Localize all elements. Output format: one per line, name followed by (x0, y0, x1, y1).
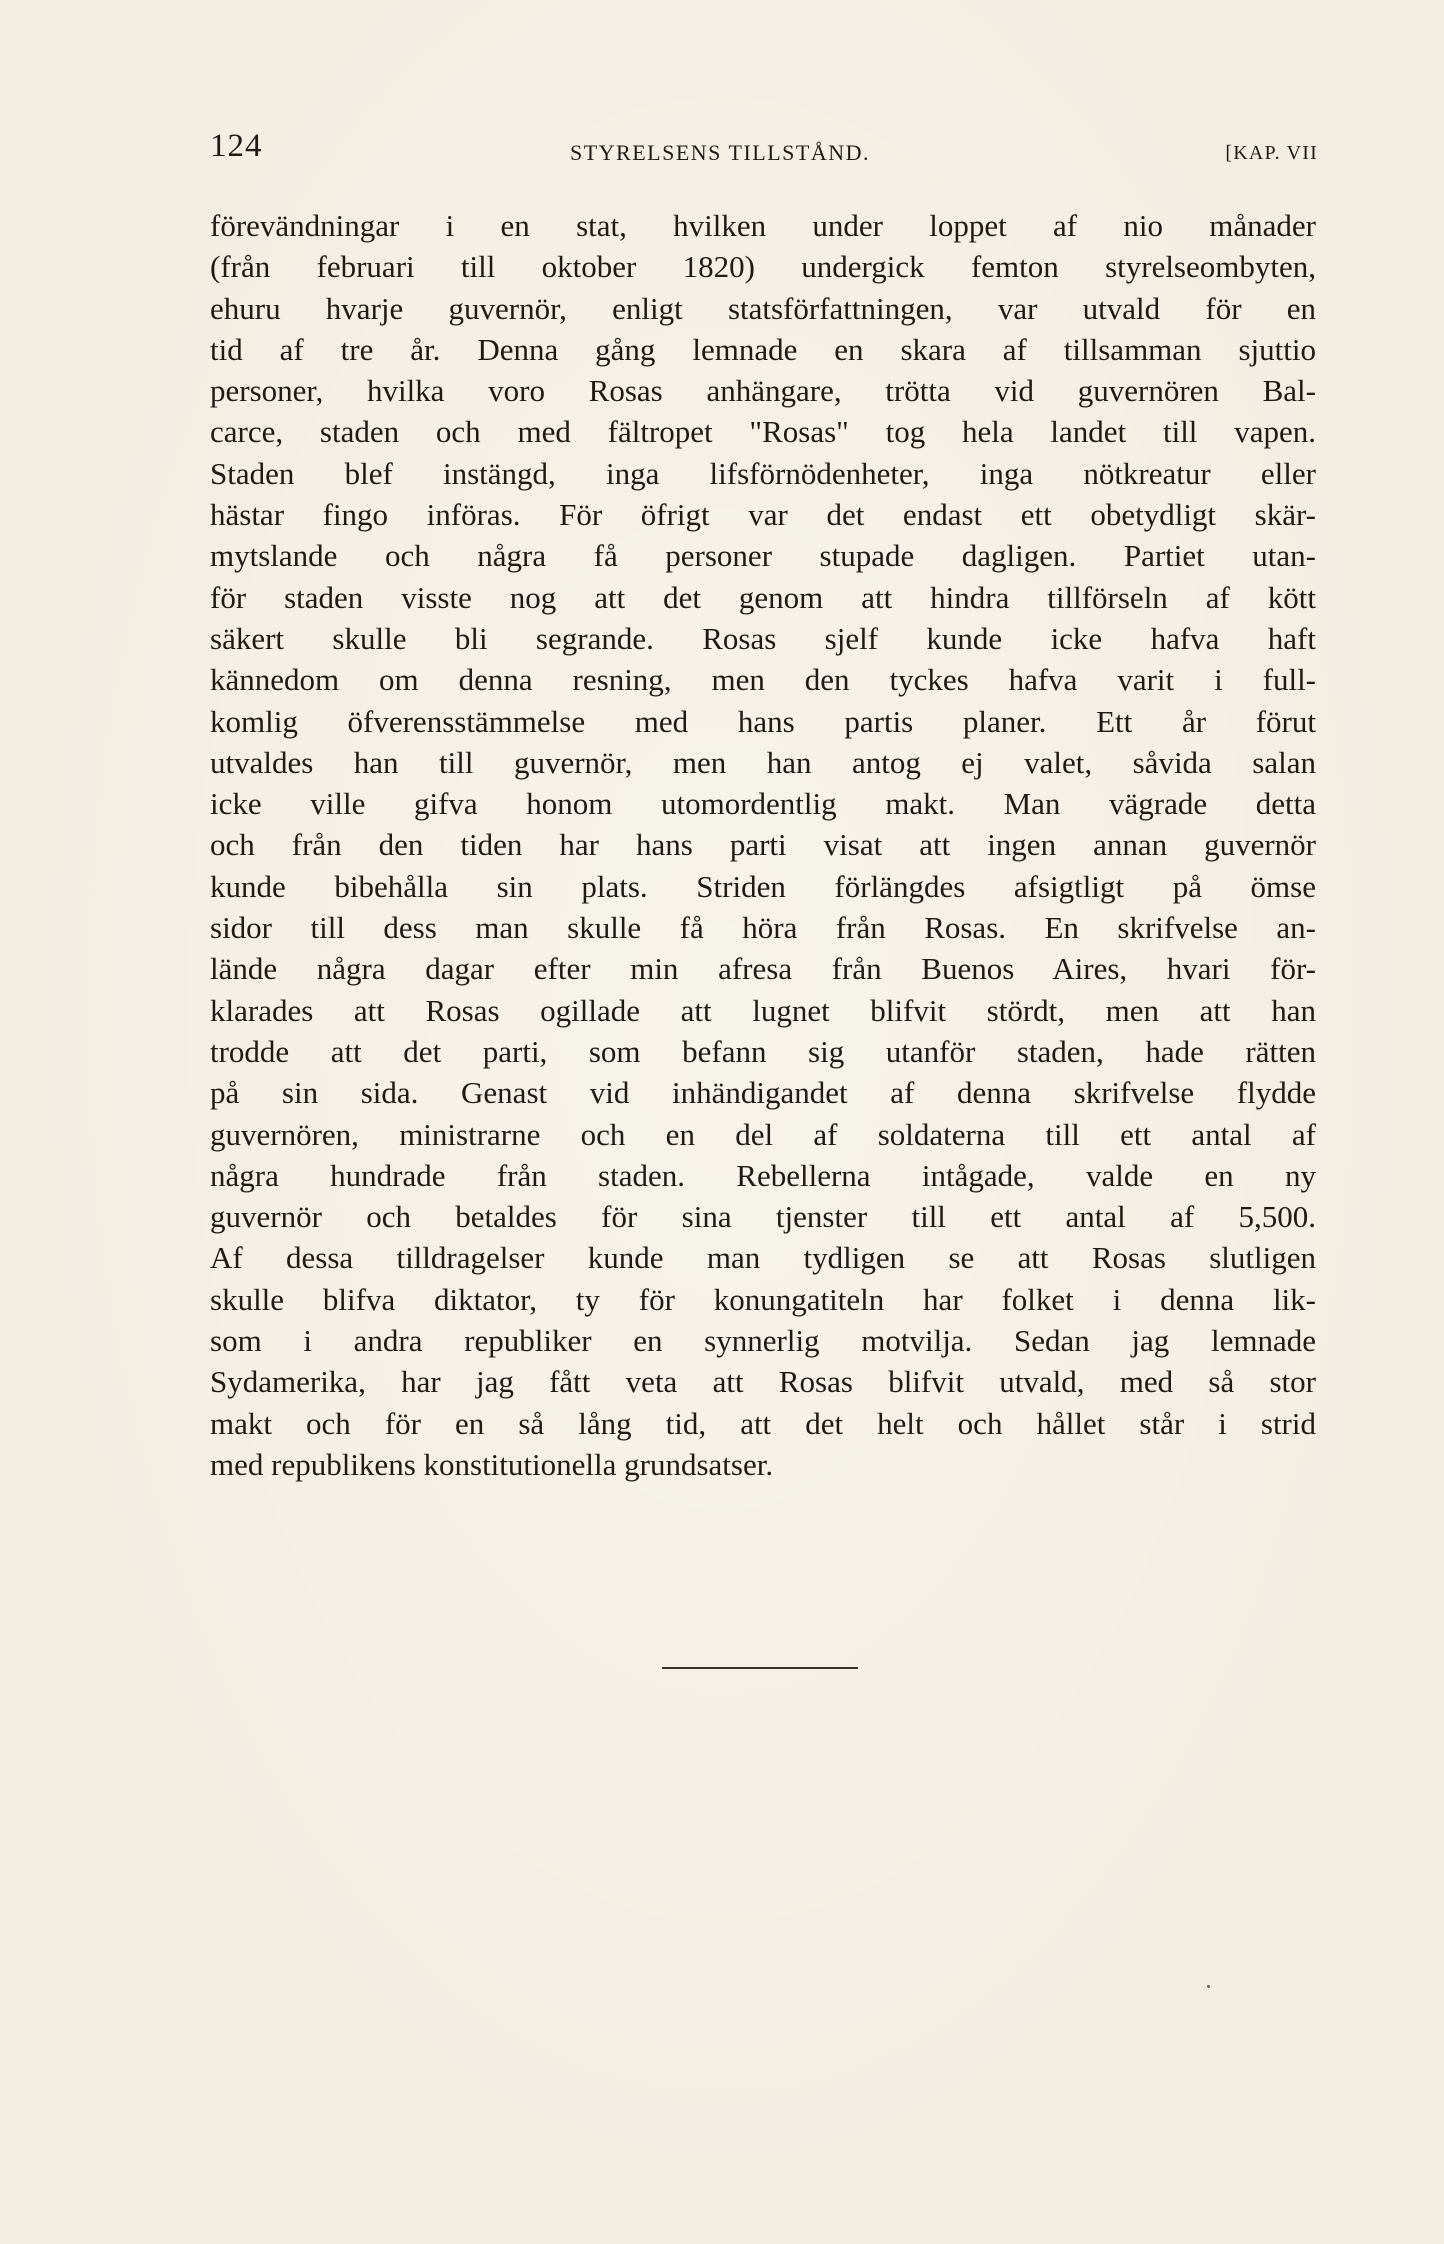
body-text (210, 205, 1316, 1485)
text-line-final: med republikens konstitutionella grundsatser. (210, 1446, 774, 1482)
text-line: hästar fingo införas. För öfrigt var det endast ett obetydligt skär- (210, 497, 1316, 533)
text-line: kännedom om denna resning, men den tyckes hafva varit i full- (210, 662, 1316, 698)
text-line: sidor till dess man skulle få höra från Rosas. En skrifvelse an- (210, 910, 1316, 946)
text-line: skulle blifva diktator, ty för konungatiteln har folket i denna lik- (210, 1281, 1316, 1317)
text-line: carce, staden och med fältropet "Rosas" tog hela landet till vapen. (210, 414, 1316, 450)
text-line: personer, hvilka voro Rosas anhängare, trötta vid guvernören Bal- (210, 373, 1316, 409)
text-line: mytslande och några få personer stupade dagligen. Partiet utan- (210, 538, 1316, 574)
running-title: STYRELSENS TILLSTÅND. (570, 140, 870, 165)
paper-speck (1207, 1985, 1210, 1988)
text-line: Staden blef instängd, inga lifsförnödenheter, inga nötkreatur eller (210, 455, 1316, 491)
text-line: tid af tre år. Denna gång lemnade en skara af tillsamman sjuttio (210, 331, 1316, 367)
text-line: komlig öfverensstämmelse med hans partis planer. Ett år förut (210, 703, 1316, 739)
text-line: makt och för en så lång tid, att det helt och hållet står i strid (210, 1405, 1316, 1441)
text-line: som i andra republiker en synnerlig motvilja. Sedan jag lemnade (210, 1323, 1316, 1359)
text-line: utvaldes han till guvernör, men han antog ej valet, såvida salan (210, 744, 1316, 780)
text-line: (från februari till oktober 1820) undergick femton styrelseombyten, (210, 249, 1316, 285)
text-line: för staden visste nog att det genom att hindra tillförseln af kött (210, 579, 1316, 615)
text-line: guvernör och betaldes för sina tjenster till ett antal af 5,500. (210, 1199, 1316, 1235)
text-line: trodde att det parti, som befann sig utanför staden, hade rätten (210, 1033, 1316, 1069)
text-line: på sin sida. Genast vid inhändigandet af denna skrifvelse flydde (210, 1075, 1316, 1111)
page-number: 124 (210, 128, 263, 164)
text-line: några hundrade från staden. Rebellerna intågade, valde en ny (210, 1157, 1316, 1193)
text-line: säkert skulle bli segrande. Rosas sjelf kunde icke hafva haft (210, 620, 1316, 656)
text-line: guvernören, ministrarne och en del af soldaterna till ett antal af (210, 1116, 1316, 1152)
text-line: förevändningar i en stat, hvilken under loppet af nio månader (210, 208, 1316, 243)
text-line: icke ville gifva honom utomordentlig makt. Man vägrade detta (210, 786, 1316, 822)
chapter-reference: [KAP. VII (1225, 142, 1318, 164)
text-line: Af dessa tilldragelser kunde man tydligen se att Rosas slutligen (210, 1240, 1316, 1276)
text-line: klarades att Rosas ogillade att lugnet blifvit stördt, men att han (210, 992, 1316, 1028)
text-line: Sydamerika, har jag fått veta att Rosas blifvit utvald, med så stor (210, 1364, 1316, 1400)
section-end-rule (662, 1667, 858, 1669)
text-line: kunde bibehålla sin plats. Striden förlängdes afsigtligt på ömse (210, 868, 1316, 904)
text-line: ehuru hvarje guvernör, enligt statsförfattningen, var utvald för en (210, 290, 1316, 326)
text-line: lände några dagar efter min afresa från Buenos Aires, hvari för- (210, 951, 1316, 987)
text-line: och från den tiden har hans parti visat att ingen annan guvernör (210, 827, 1316, 863)
running-header (210, 128, 1318, 168)
